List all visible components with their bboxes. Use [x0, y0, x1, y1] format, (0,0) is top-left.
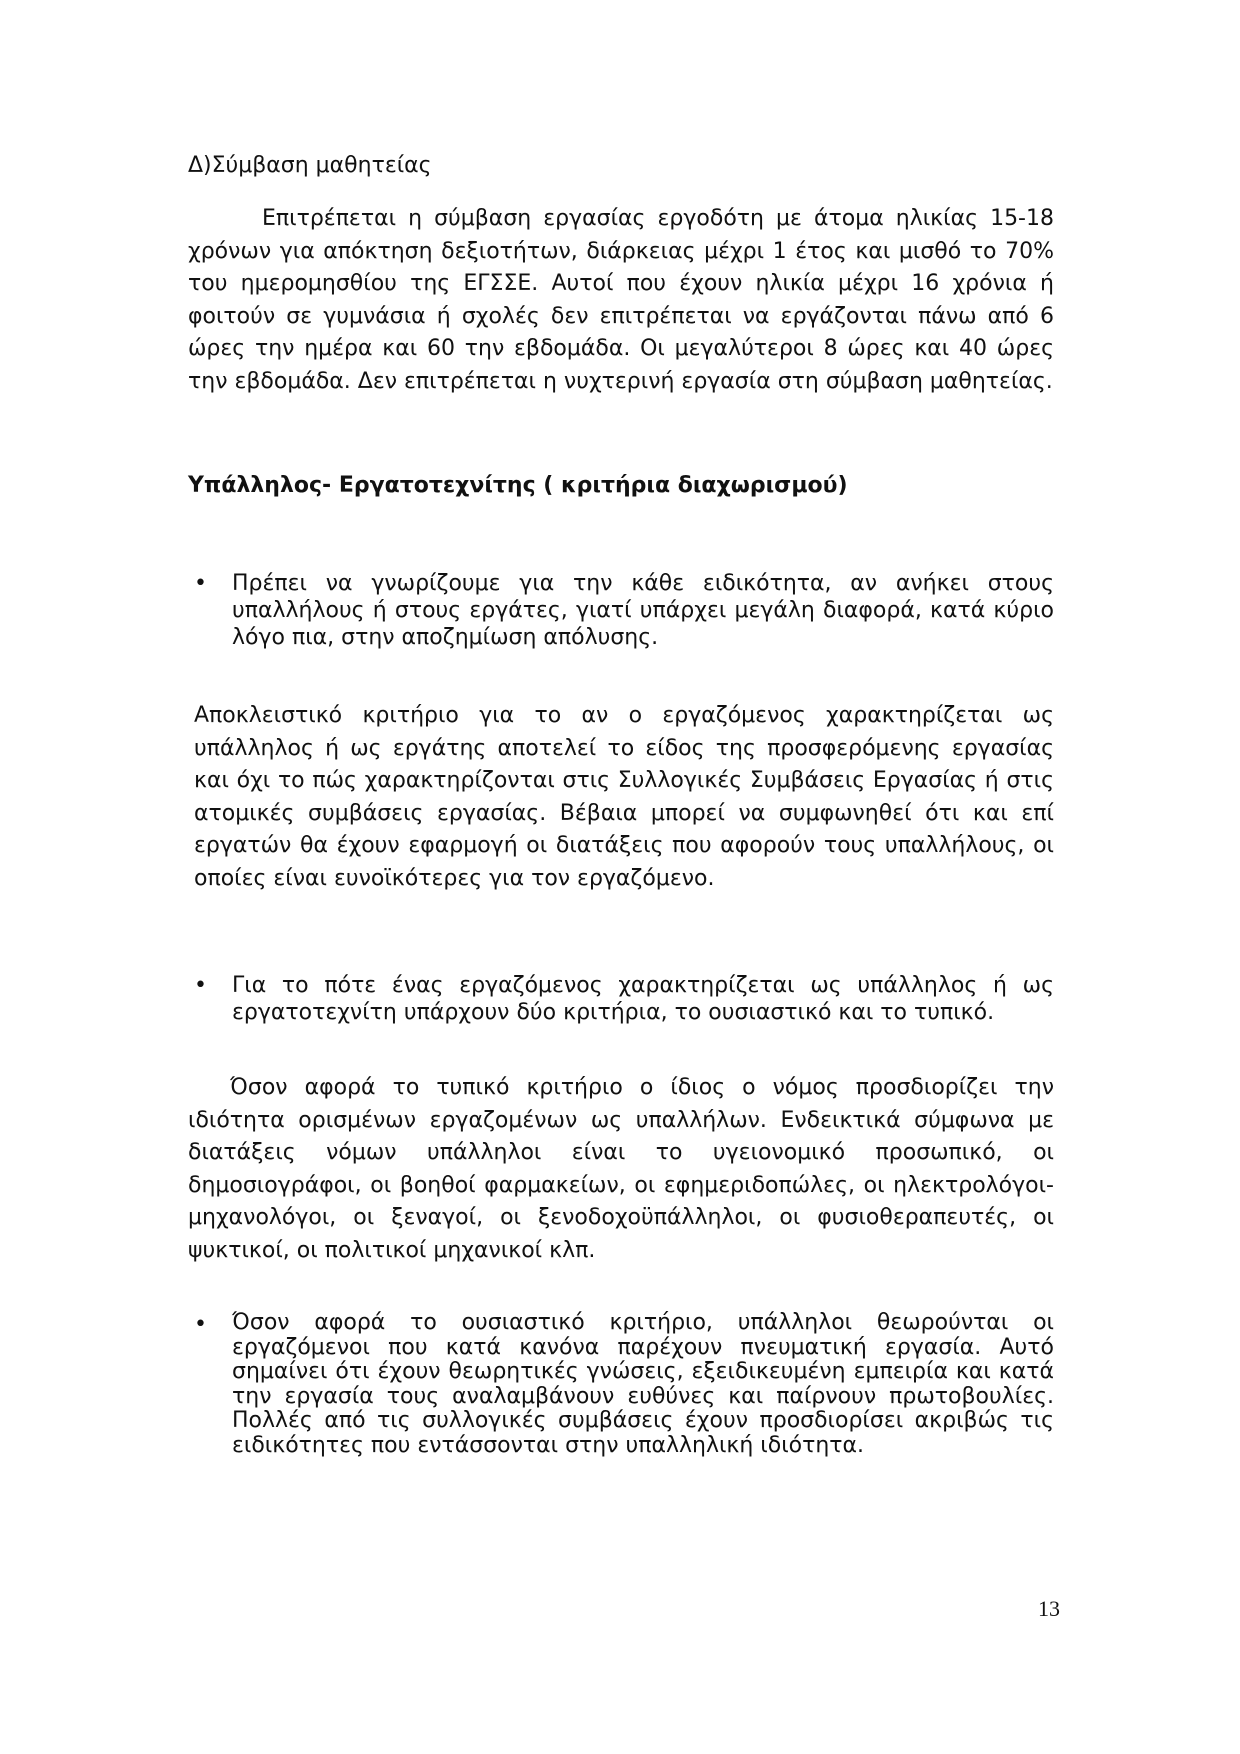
apprenticeship-paragraph: Επιτρέπεται η σύμβαση εργασίας εργοδότη με άτομα ηλικίας 15-18 χρόνων για απόκτηση δεξιοτήτων, διάρκειας μέχρι 1 έτος και μισθό το 70% του ημερομησθίου της ΕΓΣΣΕ. Αυτοί που έχουν ηλικία μέχρι 16 χρόνια ή φοιτούν σε γυμνάσια ή σχολές δεν επιτρέπεται να εργάζονται πάνω από 6 ώρες την ημέρα και 60 την εβδομάδα. Οι μεγαλύτεροι 8 ώρες και 40 ώρες την εβδομάδα. Δεν επιτρέπεται η νυχτερινή εργασία στη σύμβαση μαθητείας. — [188, 206, 1054, 394]
bullet-item-1 — [188, 570, 1054, 651]
bullet-text-1: Πρέπει να γνωρίζουμε για την κάθε ειδικότητα, αν ανήκει στους υπαλλήλους ή στους εργάτες, γιατί υπάρχει μεγάλη διαφορά, κατά κύριο λόγο πια, στην αποζημίωση απόλυσης. — [232, 571, 1054, 650]
bullet-icon: • — [194, 571, 207, 596]
page-content — [188, 150, 1054, 1458]
bullet-text-3: Όσον αφορά το ουσιαστικό κριτήριο, υπάλληλοι θεωρούνται οι εργαζόμενοι που κατά κανόνα παρέχουν πνευματική εργασία. Αυτό σημαίνει ότι έχουν θεωρητικές γνώσεις, εξειδικευμένη εμπειρία και κατά την εργασία τους αναλαμβάνουν ευθύνες και παίρνουν πρωτοβουλίες. Πολλές από τις συλλογικές συμβάσεις έχουν προσδιορίσει ακριβώς τις ειδικότητες που εντάσσονται στην υπαλληλική ιδιότητα. — [232, 1310, 1054, 1458]
bullet-icon: • — [194, 973, 207, 998]
bullet-item-2 — [188, 972, 1054, 1026]
criteria-paragraph-2: Όσον αφορά το τυπικό κριτήριο ο ίδιος ο νόμος προσδιορίζει την ιδιότητα ορισμένων εργαζομένων ως υπαλλήλων. Ενδεικτικά σύμφωνα με διατάξεις νόμων υπάλληλοι είναι το υγειονομικό προσωπικό, οι δημοσιογράφοι, οι βοηθοί φαρμακείων, οι εφημεριδοπώλες, οι ηλεκτρολόγοι-μηχανολόγοι, οι ξεναγοί, οι ξενοδοχοϋπάλληλοι, οι φυσιοθεραπευτές, οι ψυκτικοί, οι πολιτικοί μηχανικοί κλπ. — [188, 1075, 1054, 1263]
section-heading-criteria: Υπάλληλος- Εργατοτεχνίτης ( κριτήρια διαχωρισμού) — [188, 473, 848, 498]
page-number: 13 — [1038, 1596, 1060, 1621]
bullet-icon: • — [194, 1312, 207, 1337]
bullet-text-2: Για το πότε ένας εργαζόμενος χαρακτηρίζεται ως υπάλληλος ή ως εργατοτεχνίτη υπάρχουν δύο κριτήρια, το ουσιαστικό και το τυπικό. — [232, 973, 1054, 1025]
bullet-item-3 — [188, 1311, 1054, 1458]
section-title-apprenticeship: Δ)Σύμβαση μαθητείας — [188, 153, 432, 178]
criteria-paragraph-1: Αποκλειστικό κριτήριο για το αν ο εργαζόμενος χαρακτηρίζεται ως υπάλληλος ή ως εργάτης αποτελεί το είδος της προσφερόμενης εργασίας και όχι το πώς χαρακτηρίζονται στις Συλλογικές Συμβάσεις Εργασίας ή στις ατομικές συμβάσεις εργασίας. Βέβαια μπορεί να συμφωνηθεί ότι και επί εργατών θα έχουν εφαρμογή οι διατάξεις που αφορούν τους υπαλλήλους, οι οποίες είναι ευνοϊκότερες για τον εργαζόμενο. — [194, 703, 1054, 891]
